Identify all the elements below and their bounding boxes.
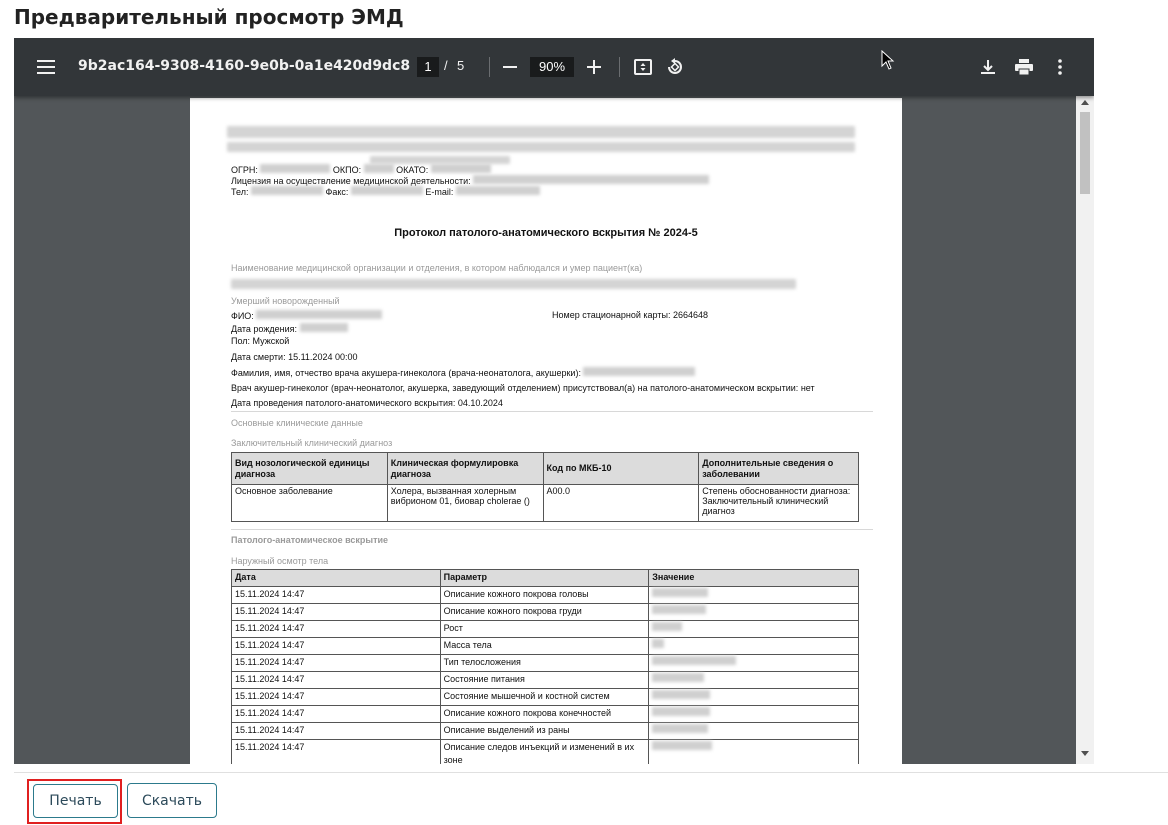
table-row bbox=[232, 638, 859, 655]
license-line bbox=[231, 175, 709, 186]
scroll-up-icon[interactable] bbox=[1081, 100, 1089, 105]
table-cell bbox=[649, 655, 859, 672]
redacted-value bbox=[652, 690, 710, 699]
table-cell: 15.11.2024 14:47 bbox=[232, 723, 441, 740]
table-header-cell: Дополнительные сведения о заболевании bbox=[699, 453, 859, 485]
okpo-label: ОКПО: bbox=[332, 165, 362, 175]
pdf-page bbox=[190, 98, 902, 764]
pdf-viewer bbox=[14, 38, 1094, 764]
table-header-cell: Код по МКБ-10 bbox=[543, 453, 699, 485]
redacted-value bbox=[364, 164, 394, 173]
redacted-value bbox=[431, 164, 491, 173]
redacted-value bbox=[652, 639, 664, 648]
sex: Пол: Мужской bbox=[231, 336, 290, 346]
pdf-toolbar bbox=[14, 38, 1094, 96]
redacted-value bbox=[456, 186, 540, 195]
table-cell: Описание кожного покрова конечностей bbox=[440, 706, 649, 723]
fax-label: Факс: bbox=[325, 187, 349, 197]
external-exam-label: Наружный осмотр тела bbox=[231, 556, 329, 566]
table-cell bbox=[649, 706, 859, 723]
toolbar-divider bbox=[489, 57, 490, 77]
table-header-cell: Вид нозологической единицы диагноза bbox=[232, 453, 388, 485]
autopsy-date: Дата проведения патолого-анатомического вскрытия: 04.10.2024 bbox=[231, 398, 503, 408]
more-vert-icon[interactable] bbox=[1048, 55, 1072, 79]
clinical-section-label: Основные клинические данные bbox=[231, 418, 363, 428]
diagnosis-table bbox=[231, 452, 859, 522]
table-row bbox=[232, 655, 859, 672]
table-cell: Описание кожного покрова груди bbox=[440, 604, 649, 621]
table-cell: Основное заболевание bbox=[232, 485, 388, 522]
redacted-value bbox=[652, 707, 710, 716]
doctor-line bbox=[231, 367, 695, 378]
table-cell: Масса тела bbox=[440, 638, 649, 655]
plus-icon[interactable] bbox=[582, 55, 606, 79]
table-cell bbox=[649, 689, 859, 706]
table-cell: 15.11.2024 14:47 bbox=[232, 740, 441, 765]
table-header-cell: Значение bbox=[649, 570, 859, 587]
file-name: 9b2ac164-9308-4160-9e0b-0a1e420d9dc8 bbox=[78, 58, 411, 74]
table-cell: Степень обоснованности диагноза: Заключительный клинический диагноз bbox=[699, 485, 859, 522]
table-header-row bbox=[232, 570, 859, 587]
scroll-thumb[interactable] bbox=[1080, 112, 1090, 194]
table-row bbox=[232, 621, 859, 638]
contacts-line bbox=[231, 186, 540, 197]
page-separator: / bbox=[444, 58, 448, 73]
redacted-value bbox=[583, 367, 695, 376]
redacted-value bbox=[251, 186, 323, 195]
redacted-text bbox=[227, 142, 855, 152]
redacted-value bbox=[652, 605, 706, 614]
table-cell: 15.11.2024 14:47 bbox=[232, 638, 441, 655]
scroll-down-icon[interactable] bbox=[1081, 751, 1089, 756]
birth-date-line bbox=[231, 323, 348, 334]
print-button[interactable]: Печать bbox=[33, 784, 118, 818]
death-date: Дата смерти: 15.11.2024 00:00 bbox=[231, 352, 358, 362]
table-cell: Состояние мышечной и костной систем bbox=[440, 689, 649, 706]
redacted-value bbox=[300, 323, 348, 332]
card-number: Номер стационарной карты: 2664648 bbox=[552, 310, 708, 320]
exam-table bbox=[231, 569, 859, 764]
license-label: Лицензия на осуществление медицинской деятельности: bbox=[231, 176, 471, 186]
redacted-value bbox=[652, 673, 704, 682]
email-label: E-mail: bbox=[425, 187, 454, 197]
table-cell: 15.11.2024 14:47 bbox=[232, 621, 441, 638]
table-row bbox=[232, 740, 859, 765]
page-title: Предварительный просмотр ЭМД bbox=[14, 5, 404, 29]
final-diagnosis-label: Заключительный клинический диагноз bbox=[231, 438, 393, 448]
table-cell: 15.11.2024 14:47 bbox=[232, 587, 441, 604]
download-button[interactable]: Скачать bbox=[127, 783, 217, 818]
redacted-value bbox=[473, 175, 709, 184]
toolbar-divider bbox=[619, 57, 620, 77]
table-cell bbox=[649, 621, 859, 638]
download-icon[interactable] bbox=[976, 55, 1000, 79]
table-cell bbox=[649, 672, 859, 689]
table-cell: Рост bbox=[440, 621, 649, 638]
page-number-input[interactable]: 1 bbox=[417, 57, 439, 77]
birth-date-label: Дата рождения: bbox=[231, 324, 297, 334]
ogrn-label: ОГРН: bbox=[231, 165, 258, 175]
rotate-icon[interactable] bbox=[663, 55, 687, 79]
menu-icon[interactable] bbox=[34, 55, 58, 79]
table-cell: Описание следов инъекций и изменений в их зоне bbox=[440, 740, 649, 765]
table-cell bbox=[649, 587, 859, 604]
table-cell: Тип телосложения bbox=[440, 655, 649, 672]
ogrn-line bbox=[231, 164, 491, 175]
doctor-label: Фамилия, имя, отчество врача акушера-гинеколога (врача-неонатолога, акушерки): bbox=[231, 368, 581, 378]
tel-label: Тел: bbox=[231, 187, 249, 197]
table-cell: A00.0 bbox=[543, 485, 699, 522]
redacted-value bbox=[652, 724, 708, 733]
redacted-value bbox=[652, 622, 682, 631]
minus-icon[interactable] bbox=[498, 55, 522, 79]
document-title: Протокол патолого-анатомического вскрытия № 2024-5 bbox=[394, 227, 698, 239]
redacted-text bbox=[227, 126, 855, 138]
table-cell bbox=[649, 740, 859, 765]
redacted-value bbox=[652, 588, 708, 597]
table-header-cell: Параметр bbox=[440, 570, 649, 587]
redacted-text bbox=[370, 156, 510, 164]
fio-label: ФИО: bbox=[231, 311, 254, 321]
redacted-value bbox=[652, 741, 712, 750]
okato-label: ОКАТО: bbox=[396, 165, 429, 175]
org-section-label: Наименование медицинской организации и отделения, в котором наблюдался и умер пациент(ка) bbox=[231, 263, 643, 273]
redacted-value bbox=[351, 186, 423, 195]
page-total: 5 bbox=[457, 58, 465, 73]
table-cell: Описание кожного покрова головы bbox=[440, 587, 649, 604]
table-cell: Состояние питания bbox=[440, 672, 649, 689]
table-header-cell: Клиническая формулировка диагноза bbox=[387, 453, 543, 485]
print-icon[interactable] bbox=[1012, 55, 1036, 79]
autopsy-section-label: Патолого-анатомическое вскрытие bbox=[231, 535, 389, 545]
table-row bbox=[232, 706, 859, 723]
table-row bbox=[232, 689, 859, 706]
redacted-value bbox=[260, 164, 330, 173]
table-row bbox=[232, 604, 859, 621]
table-row bbox=[232, 587, 859, 604]
table-cell: Холера, вызванная холерным вибрионом 01, биовар cholerae () bbox=[387, 485, 543, 522]
table-cell: 15.11.2024 14:47 bbox=[232, 655, 441, 672]
fit-page-icon[interactable] bbox=[631, 55, 655, 79]
table-cell: 15.11.2024 14:47 bbox=[232, 672, 441, 689]
table-row bbox=[232, 672, 859, 689]
table-cell: 15.11.2024 14:47 bbox=[232, 689, 441, 706]
section-divider bbox=[231, 529, 873, 530]
mouse-cursor-icon bbox=[881, 50, 895, 75]
table-header-cell: Дата bbox=[232, 570, 441, 587]
table-cell bbox=[649, 723, 859, 740]
table-cell: 15.11.2024 14:47 bbox=[232, 604, 441, 621]
vertical-scrollbar[interactable] bbox=[1076, 96, 1094, 764]
doctor-present: Врач акушер-гинеколог (врач-неонатолог, акушерка, заведующий отделением) присутствовал(а) на патолого-анатомическом вскрытии: нет bbox=[231, 383, 815, 393]
newborn-section-label: Умерший новорожденный bbox=[231, 296, 340, 306]
table-row bbox=[232, 485, 859, 522]
redacted-text bbox=[231, 279, 796, 289]
table-cell bbox=[649, 604, 859, 621]
zoom-input[interactable]: 90% bbox=[530, 57, 574, 77]
table-cell: Описание выделений из раны bbox=[440, 723, 649, 740]
table-header-row bbox=[232, 453, 859, 485]
table-row bbox=[232, 723, 859, 740]
table-cell bbox=[649, 638, 859, 655]
redacted-value bbox=[652, 656, 736, 665]
section-divider bbox=[231, 411, 873, 412]
footer-divider bbox=[14, 772, 1168, 773]
fio-line bbox=[231, 310, 382, 321]
redacted-value bbox=[256, 310, 382, 319]
table-cell: 15.11.2024 14:47 bbox=[232, 706, 441, 723]
